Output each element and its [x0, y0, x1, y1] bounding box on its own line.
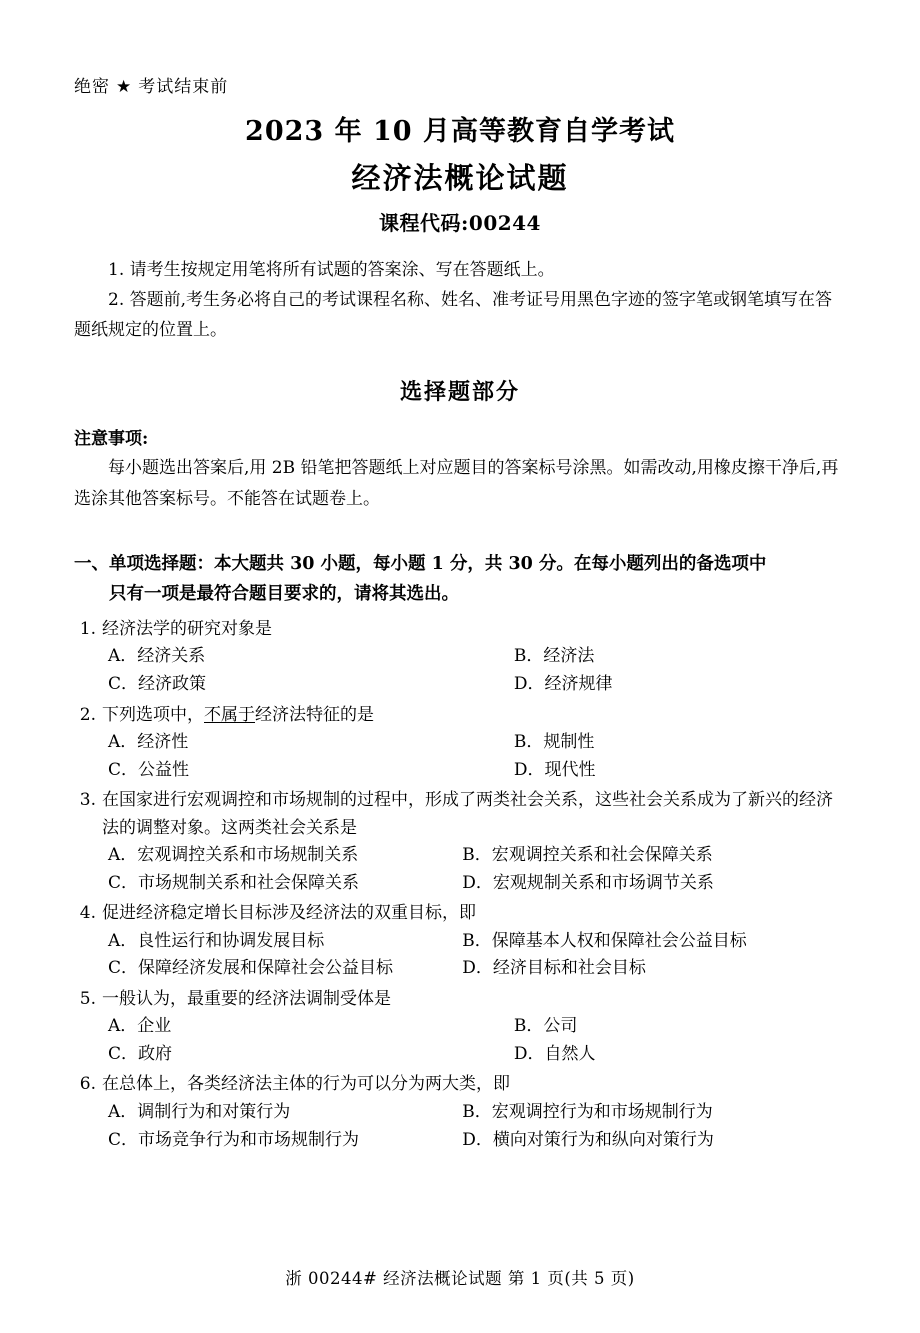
question-text — [102, 702, 846, 730]
instruction-item-1: 1. 请考生按规定用笔将所有试题的答案涂、写在答题纸上。 — [108, 260, 555, 280]
notice-body: 每小题选出答案后,用 2B 铅笔把答题纸上对应题目的答案标号涂黑。如需改动,用橡皮擦干净后,再选涂其他答案标号。不能答在试题卷上。 — [74, 458, 839, 509]
option-d[interactable]: D．宏观规制关系和市场调节关系 — [462, 872, 714, 893]
option-b[interactable]: B．经济法 — [513, 646, 595, 667]
option-row — [108, 1127, 846, 1155]
option-b[interactable]: B．宏观调控行为和市场规制行为 — [462, 1101, 713, 1122]
question-stem — [74, 616, 846, 644]
option-d[interactable]: D．经济目标和社会目标 — [462, 958, 646, 979]
option-group — [108, 1013, 846, 1068]
option-d[interactable]: D．现代性 — [513, 759, 596, 780]
star-icon: ★ — [116, 77, 133, 97]
option-row — [108, 1013, 846, 1041]
option-group — [108, 643, 846, 698]
option-b[interactable]: B．规制性 — [513, 732, 595, 753]
option-d[interactable]: D．横向对策行为和纵向对策行为 — [462, 1129, 714, 1150]
option-c[interactable]: C．经济政策 — [108, 674, 207, 694]
option-c[interactable]: C．政府 — [108, 1043, 173, 1064]
option-b[interactable]: B．公司 — [513, 1016, 578, 1037]
question-item — [74, 787, 846, 897]
question-item — [74, 1071, 846, 1154]
question-number: 3. — [79, 790, 96, 811]
option-row — [108, 842, 846, 870]
option-row — [108, 729, 846, 757]
question-text: 促进经济稳定增长目标涉及经济法的双重目标，即 — [102, 903, 476, 924]
secrecy-label: 绝密 — [74, 77, 110, 97]
option-row — [108, 955, 846, 983]
option-group — [108, 842, 846, 897]
option-row — [108, 870, 846, 898]
option-d[interactable]: D．经济规律 — [513, 674, 613, 694]
section-heading-multiple-choice: 选择题部分 — [399, 379, 520, 406]
part-one-heading-line1: 一、单项选择题：本大题共 30 小题，每小题 1 分，共 30 分。在每小题列出的备选项中 — [74, 554, 767, 575]
option-row — [108, 1041, 846, 1069]
option-a[interactable]: A．企业 — [108, 1016, 172, 1037]
option-c[interactable]: C．公益性 — [108, 759, 190, 780]
question-item — [74, 900, 846, 983]
question-stem — [74, 986, 846, 1014]
option-row — [108, 1099, 846, 1127]
question-item — [74, 702, 846, 785]
question-text-pre: 下列选项中， — [102, 704, 204, 725]
option-a[interactable]: A．宏观调控关系和市场规制关系 — [108, 845, 359, 866]
option-c[interactable]: C．市场竞争行为和市场规制行为 — [108, 1129, 360, 1150]
option-d[interactable]: D．自然人 — [513, 1043, 596, 1064]
question-stem — [74, 787, 846, 842]
option-c[interactable]: C．保障经济发展和保障社会公益目标 — [108, 958, 394, 979]
option-row — [108, 928, 846, 956]
option-c[interactable]: C．市场规制关系和社会保障关系 — [108, 872, 360, 893]
question-list — [74, 616, 846, 1154]
option-row — [108, 757, 846, 785]
page-title: 2023 年 10 月高等教育自学考试 — [245, 116, 675, 147]
question-stem — [74, 1071, 846, 1099]
notice-label: 注意事项: — [74, 429, 149, 450]
question-stem — [74, 900, 846, 928]
question-text: 在国家进行宏观调控和市场规制的过程中，形成了两类社会关系，这些社会关系成为了新兴的经济法的调整对象。这两类社会关系是 — [102, 790, 833, 838]
option-group — [108, 928, 846, 983]
instruction-item-2: 2. 答题前,考生务必将自己的考试课程名称、姓名、准考证号用黑色字迹的签字笔或钢笔填写在答题纸规定的位置上。 — [74, 289, 833, 340]
question-text-post: 经济法特征的是 — [255, 704, 374, 725]
question-number: 6. — [79, 1074, 96, 1095]
option-a[interactable]: A．调制行为和对策行为 — [108, 1101, 291, 1122]
instructions-block — [74, 256, 846, 345]
part-one-heading-line2: 只有一项是最符合题目要求的，请将其选出。 — [109, 584, 459, 605]
question-number: 2. — [79, 704, 96, 725]
exam-subject-title: 经济法概论试题 — [351, 161, 569, 195]
option-row — [108, 643, 846, 671]
question-number: 4. — [79, 903, 96, 924]
question-item — [74, 986, 846, 1069]
question-text: 一般认为，最重要的经济法调制受体是 — [102, 988, 391, 1009]
question-text-emphasis: 不属于 — [204, 704, 255, 725]
question-number: 1. — [79, 618, 96, 639]
option-a[interactable]: A．经济性 — [108, 732, 189, 753]
question-stem — [74, 702, 846, 730]
secrecy-notice — [74, 72, 846, 97]
page-footer: 浙 00244# 经济法概论试题 第 1 页(共 5 页) — [285, 1269, 635, 1288]
option-row — [108, 671, 846, 699]
option-b[interactable]: B．保障基本人权和保障社会公益目标 — [462, 930, 747, 951]
question-item — [74, 616, 846, 699]
option-group — [108, 1099, 846, 1154]
question-text: 在总体上，各类经济法主体的行为可以分为两大类，即 — [102, 1074, 510, 1095]
secrecy-timing: 考试结束前 — [138, 77, 229, 97]
question-number: 5. — [79, 988, 96, 1009]
option-a[interactable]: A．良性运行和协调发展目标 — [108, 930, 325, 951]
part-one-heading — [74, 550, 846, 610]
question-text: 经济法学的研究对象是 — [102, 618, 272, 639]
option-group — [108, 729, 846, 784]
option-a[interactable]: A．经济关系 — [108, 646, 206, 667]
option-b[interactable]: B．宏观调控关系和社会保障关系 — [462, 845, 713, 866]
course-code: 课程代码:00244 — [379, 211, 541, 235]
